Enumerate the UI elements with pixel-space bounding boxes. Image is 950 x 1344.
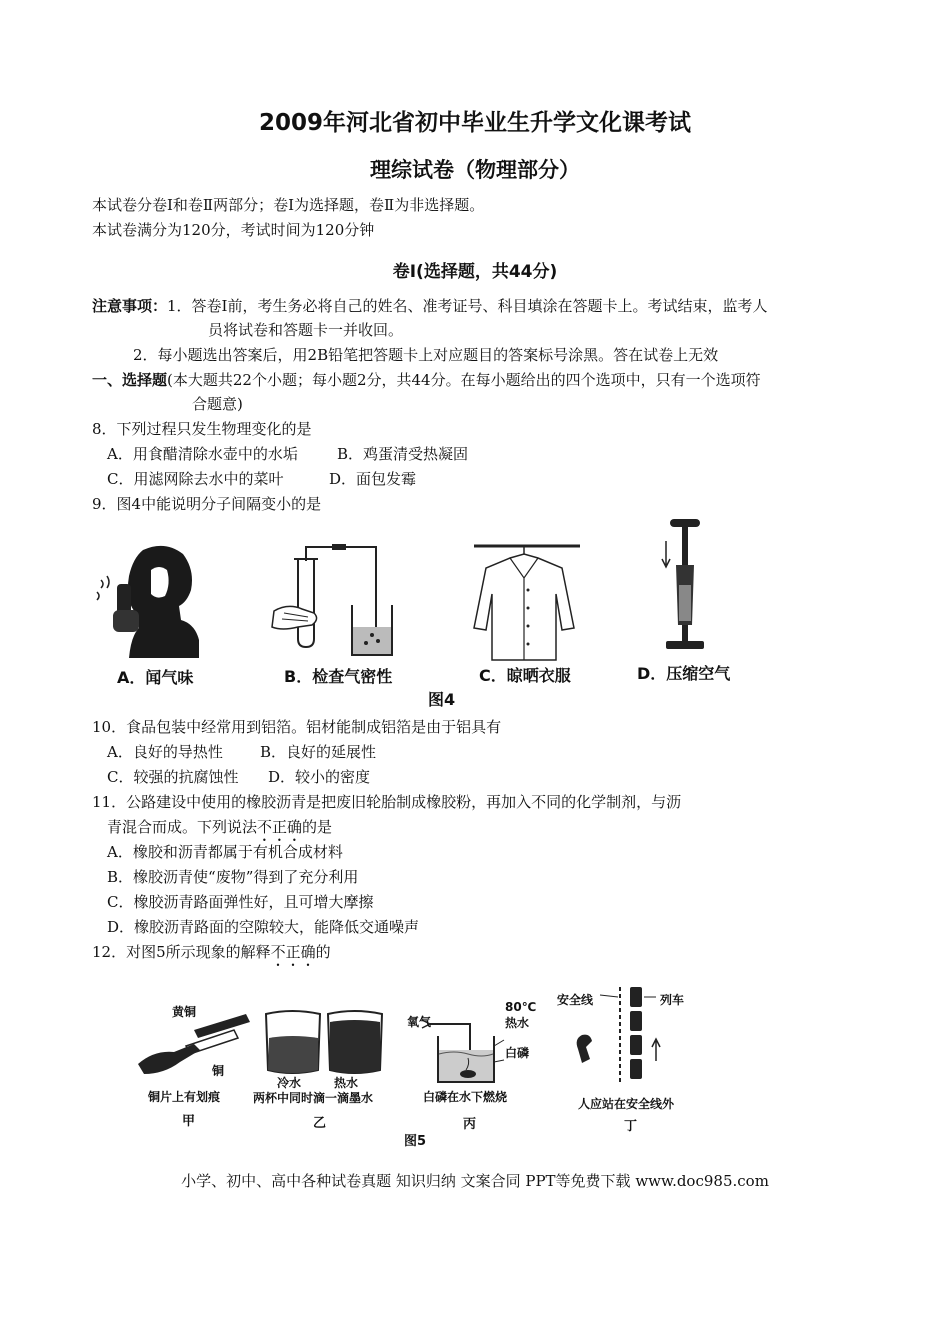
q11-option-a: A．橡胶和沥青都属于有机合成材料 <box>107 843 343 861</box>
notice-label: 注意事项： <box>92 297 168 315</box>
fig5-bing-label: 丙 <box>463 1117 477 1132</box>
page-title: 2009年河北省初中毕业生升学文化课考试 <box>258 110 691 136</box>
fig5-ding-train-label: 列车 <box>660 993 685 1007</box>
q11-stem: 11．公路建设中使用的橡胶沥青是把废旧轮胎制成橡胶粉，再加入不同的化学制剂，与沥 <box>92 793 682 811</box>
fig5-bing-desc: 白磷在水下燃烧 <box>423 1090 508 1104</box>
section-heading: 卷Ⅰ(选择题，共44分) <box>392 262 558 282</box>
notice-line-1 <box>92 296 768 316</box>
fig4-label-a: A．闻气味 <box>117 668 194 687</box>
q8-option-b: B．鸡蛋清受热凝固 <box>337 445 469 463</box>
page-subtitle: 理综试卷（物理部分） <box>370 158 580 182</box>
fig5-jia-label: 甲 <box>182 1114 196 1129</box>
fig5-jia-copper-label: 铜 <box>212 1064 225 1078</box>
q8-option-a: A．用食醋清除水壶中的水垢 <box>107 445 298 463</box>
footer-text: 小学、初中、高中各种试卷真题 知识归纳 文案合同 PPT等免费下载 www.doc985.com <box>181 1172 769 1190</box>
fig4-label-c: C．晾晒衣服 <box>479 666 571 685</box>
fig5-yi-desc: 两杯中同时滴一滴墨水 <box>253 1091 374 1105</box>
intro-line-1: 本试卷分卷I和卷Ⅱ两部分；卷I为选择题，卷Ⅱ为非选择题。 <box>92 196 485 214</box>
q10-option-c: C．较强的抗腐蚀性 <box>107 768 239 786</box>
fig4-c-drying-clothes-illustration <box>470 538 580 668</box>
fig5-bing-hotwater-label: 热水 <box>505 1016 530 1030</box>
fig5-bing-phosphorus-label: 白磷 <box>505 1046 530 1060</box>
part-desc-cont: 合题意) <box>192 395 243 413</box>
notice-item-2: 2．每小题选出答案后，用2B铅笔把答题卡上对应题目的答案标号涂黑。答在试卷上无效 <box>133 346 719 364</box>
fig5-yi-hot-label: 热水 <box>334 1076 359 1090</box>
fig5-jia-brass-label: 黄铜 <box>172 1005 197 1019</box>
part-label: 一、选择题 <box>92 371 168 389</box>
q12-emphasis: 不正确 <box>270 943 316 961</box>
fig4-d-compress-air-illustration <box>660 515 710 655</box>
notice-item-1-cont: 员将试卷和答题卡一并收回。 <box>208 321 404 339</box>
q8-option-d: D．面包发霉 <box>329 470 417 488</box>
fig4-b-airtightness-illustration <box>268 543 398 663</box>
q10-option-a: A．良好的导热性 <box>107 743 223 761</box>
fig5-ding-desc: 人应站在安全线外 <box>578 1097 675 1111</box>
q10-option-b: B．良好的延展性 <box>260 743 377 761</box>
q11-stem-pre: 青混合而成。下列说法 <box>107 818 258 836</box>
fig4-label-d: D．压缩空气 <box>637 664 731 683</box>
q9-stem: 9．图4中能说明分子间隔变小的是 <box>92 495 322 513</box>
q11-option-c: C．橡胶沥青路面弹性好，且可增大摩擦 <box>107 893 374 911</box>
part-desc: (本大题共22个小题；每小题2分，共44分。在每小题给出的四个选项中，只有一个选项符 <box>167 371 761 389</box>
fig5-bing-temp-label: 80℃ <box>505 1000 537 1014</box>
intro-line-2: 本试卷满分为120分，考试时间为120分钟 <box>92 221 375 239</box>
fig5-yi-beakers-illustration <box>262 1008 387 1078</box>
q10-option-d: D．较小的密度 <box>268 768 371 786</box>
fig5-yi-cold-label: 冷水 <box>277 1076 302 1090</box>
q8-option-c: C．用滤网除去水中的菜叶 <box>107 470 284 488</box>
fig5-ding-safety-line-label: 安全线 <box>557 993 594 1007</box>
fig4-caption: 图4 <box>428 690 456 709</box>
q10-stem: 10．食品包装中经常用到铝箔。铝材能制成铝箔是由于铝具有 <box>92 718 502 736</box>
q12-stem-pre: 12．对图5所示现象的解释 <box>92 943 271 961</box>
fig4-label-b: B．检查气密性 <box>284 667 393 686</box>
fig5-bing-oxygen-label: 氧气 <box>407 1015 432 1029</box>
fig4-a-smelling-illustration <box>95 540 205 660</box>
q12-stem-post: 的 <box>315 943 331 961</box>
part-heading <box>92 370 761 390</box>
notice-item-1: 1．答卷I前，考生务必将自己的姓名、准考证号、科目填涂在答题卡上。考试结束，监考人 <box>167 297 768 315</box>
fig5-ding-label: 丁 <box>624 1119 638 1134</box>
fig5-yi-label: 乙 <box>313 1116 327 1131</box>
q12-stem <box>92 942 331 970</box>
fig5-jia-scratch-illustration <box>134 1010 254 1080</box>
q8-stem: 8．下列过程只发生物理变化的是 <box>92 420 312 438</box>
q11-emphasis: 不正确 <box>257 818 303 836</box>
q11-option-b: B．橡胶沥青使“废物”得到了充分利用 <box>107 868 359 886</box>
fig5-jia-desc: 铜片上有划痕 <box>148 1090 221 1104</box>
q11-stem-cont <box>107 817 332 845</box>
fig5-caption: 图5 <box>404 1134 427 1149</box>
q11-option-d: D．橡胶沥青路面的空隙较大，能降低交通噪声 <box>107 918 420 936</box>
q11-stem-post: 的是 <box>302 818 333 836</box>
